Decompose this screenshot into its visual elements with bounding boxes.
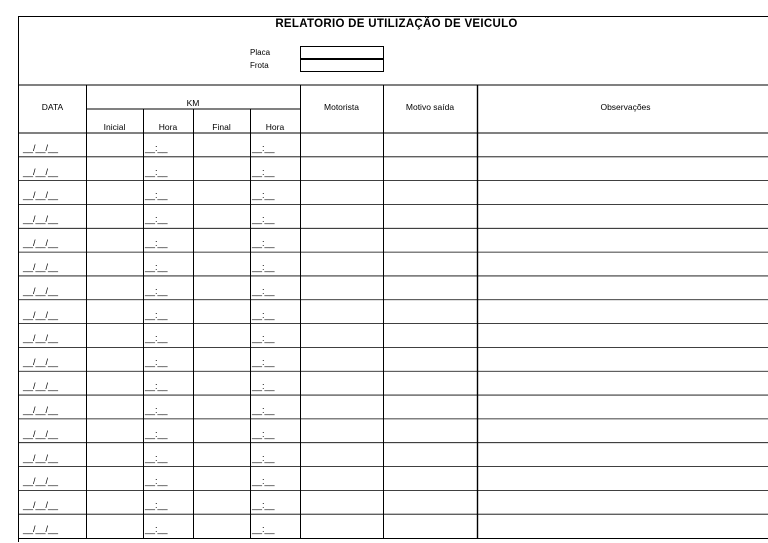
header-data: DATA bbox=[41, 102, 64, 112]
table-row[interactable] bbox=[19, 467, 768, 491]
time-placeholder-2[interactable]: __:__ bbox=[252, 333, 275, 344]
time-placeholder-1[interactable]: __:__ bbox=[145, 238, 168, 249]
time-placeholder-1[interactable]: __:__ bbox=[145, 452, 168, 463]
table-row[interactable] bbox=[19, 276, 768, 300]
time-placeholder-1[interactable]: __:__ bbox=[145, 428, 168, 439]
date-placeholder[interactable]: __/__/__ bbox=[23, 190, 59, 201]
table-row[interactable] bbox=[19, 371, 768, 395]
date-placeholder[interactable]: __/__/__ bbox=[23, 381, 59, 392]
header-hora-2: Hora bbox=[265, 122, 285, 132]
placa-label: Placa bbox=[250, 48, 271, 57]
date-placeholder[interactable]: __/__/__ bbox=[23, 285, 59, 296]
header-motorista: Motorista bbox=[324, 102, 359, 112]
vehicle-usage-form bbox=[18, 16, 768, 542]
time-placeholder-2[interactable]: __:__ bbox=[252, 214, 275, 225]
time-placeholder-2[interactable]: __:__ bbox=[252, 523, 275, 534]
date-placeholder[interactable]: __/__/__ bbox=[23, 261, 59, 272]
date-placeholder[interactable]: __/__/__ bbox=[23, 357, 59, 368]
time-placeholder-1[interactable]: __:__ bbox=[145, 309, 168, 320]
table-row[interactable] bbox=[19, 181, 768, 205]
table-row[interactable] bbox=[19, 324, 768, 348]
date-placeholder[interactable]: __/__/__ bbox=[23, 500, 59, 511]
time-placeholder-1[interactable]: __:__ bbox=[145, 190, 168, 201]
time-placeholder-1[interactable]: __:__ bbox=[145, 333, 168, 344]
table-row[interactable] bbox=[19, 157, 768, 181]
time-placeholder-2[interactable]: __:__ bbox=[252, 166, 275, 177]
header-km: KM bbox=[186, 98, 200, 108]
header-hora-1: Hora bbox=[158, 122, 178, 132]
time-placeholder-2[interactable]: __:__ bbox=[252, 238, 275, 249]
table-row[interactable] bbox=[19, 514, 768, 538]
table-row[interactable] bbox=[19, 347, 768, 371]
date-placeholder[interactable]: __/__/__ bbox=[23, 476, 59, 487]
time-placeholder-2[interactable]: __:__ bbox=[252, 142, 275, 153]
table-row[interactable] bbox=[19, 252, 768, 276]
date-placeholder[interactable]: __/__/__ bbox=[23, 238, 59, 249]
header-inicial: Inicial bbox=[103, 122, 126, 132]
time-placeholder-2[interactable]: __:__ bbox=[252, 404, 275, 415]
table-row[interactable] bbox=[19, 133, 768, 157]
time-placeholder-2[interactable]: __:__ bbox=[252, 261, 275, 272]
time-placeholder-1[interactable]: __:__ bbox=[145, 357, 168, 368]
time-placeholder-1[interactable]: __:__ bbox=[145, 285, 168, 296]
date-placeholder[interactable]: __/__/__ bbox=[23, 142, 59, 153]
date-placeholder[interactable]: __/__/__ bbox=[23, 452, 59, 463]
time-placeholder-2[interactable]: __:__ bbox=[252, 190, 275, 201]
table-row[interactable] bbox=[19, 490, 768, 514]
time-placeholder-1[interactable]: __:__ bbox=[145, 166, 168, 177]
table-row[interactable] bbox=[19, 395, 768, 419]
time-placeholder-1[interactable]: __:__ bbox=[145, 476, 168, 487]
date-placeholder[interactable]: __/__/__ bbox=[23, 309, 59, 320]
time-placeholder-1[interactable]: __:__ bbox=[145, 261, 168, 272]
time-placeholder-1[interactable]: __:__ bbox=[145, 381, 168, 392]
time-placeholder-2[interactable]: __:__ bbox=[252, 357, 275, 368]
time-placeholder-2[interactable]: __:__ bbox=[252, 309, 275, 320]
table-row[interactable] bbox=[19, 228, 768, 252]
time-placeholder-2[interactable]: __:__ bbox=[252, 500, 275, 511]
time-placeholder-2[interactable]: __:__ bbox=[252, 428, 275, 439]
time-placeholder-2[interactable]: __:__ bbox=[252, 285, 275, 296]
table-row[interactable] bbox=[19, 204, 768, 228]
time-placeholder-1[interactable]: __:__ bbox=[145, 142, 168, 153]
date-placeholder[interactable]: __/__/__ bbox=[23, 523, 59, 534]
date-placeholder[interactable]: __/__/__ bbox=[23, 404, 59, 415]
date-placeholder[interactable]: __/__/__ bbox=[23, 333, 59, 344]
table-row[interactable] bbox=[19, 419, 768, 443]
date-placeholder[interactable]: __/__/__ bbox=[23, 166, 59, 177]
time-placeholder-1[interactable]: __:__ bbox=[145, 523, 168, 534]
header-final: Final bbox=[212, 122, 231, 132]
table-row[interactable] bbox=[19, 300, 768, 324]
form-title: RELATORIO DE UTILIZAÇÃO DE VEICULO bbox=[275, 18, 518, 30]
header-observacoes: Observações bbox=[600, 102, 651, 112]
time-placeholder-1[interactable]: __:__ bbox=[145, 500, 168, 511]
time-placeholder-1[interactable]: __:__ bbox=[145, 214, 168, 225]
date-placeholder[interactable]: __/__/__ bbox=[23, 214, 59, 225]
frota-label: Frota bbox=[250, 61, 269, 70]
table-row[interactable] bbox=[19, 443, 768, 467]
time-placeholder-2[interactable]: __:__ bbox=[252, 476, 275, 487]
time-placeholder-2[interactable]: __:__ bbox=[252, 381, 275, 392]
time-placeholder-1[interactable]: __:__ bbox=[145, 404, 168, 415]
header-motivo-saida: Motivo saída bbox=[405, 102, 455, 112]
date-placeholder[interactable]: __/__/__ bbox=[23, 428, 59, 439]
time-placeholder-2[interactable]: __:__ bbox=[252, 452, 275, 463]
